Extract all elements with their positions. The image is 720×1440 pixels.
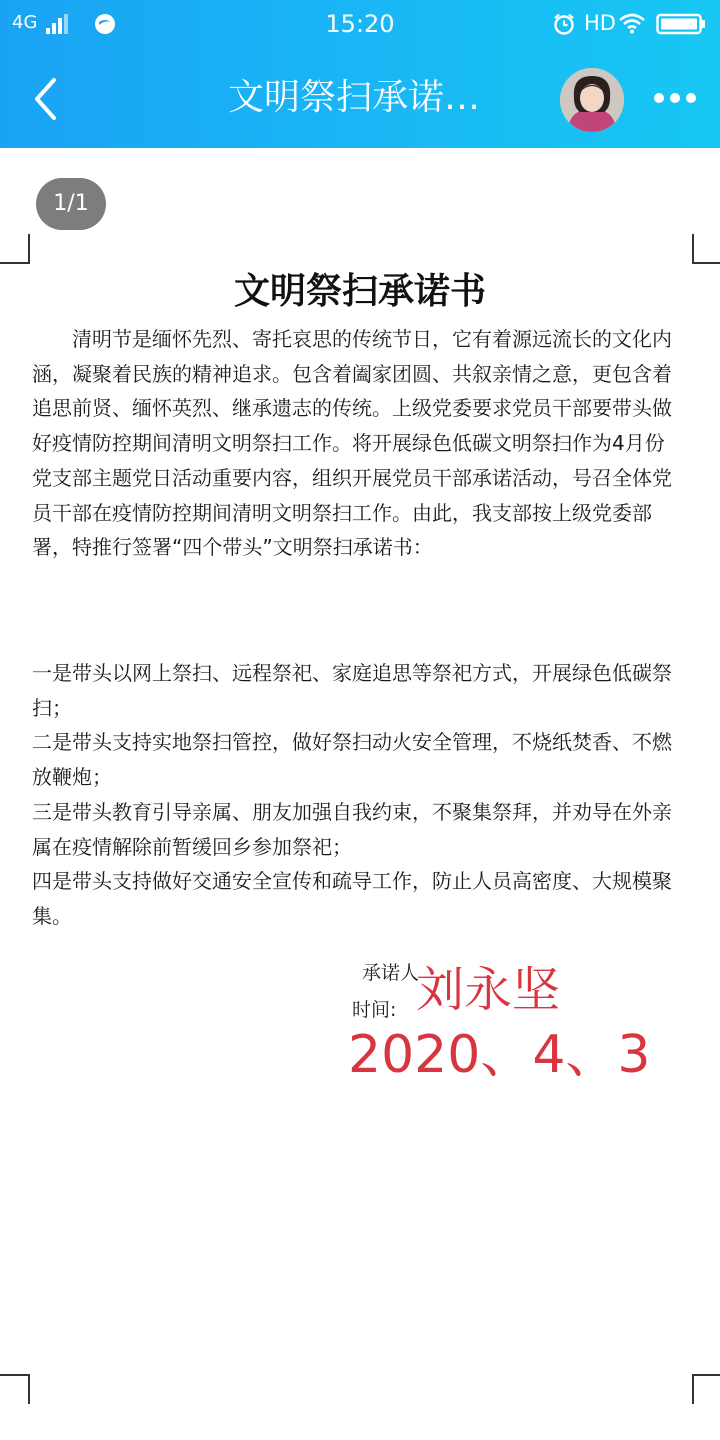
page-indicator: 1/1 (36, 178, 106, 230)
avatar[interactable] (560, 68, 624, 132)
crop-mark (692, 1374, 720, 1404)
wifi-icon (618, 12, 646, 34)
page-title: 文明祭扫承诺… (228, 77, 481, 118)
commitment-item: 二是带头支持实地祭扫管控，做好祭扫动火安全管理，不烧纸焚香、不燃放鞭炮； (32, 730, 672, 790)
document-intro: 清明节是缅怀先烈、寄托哀思的传统节日，它有着源远流长的文化内涵，凝聚着民族的精神追求。包含着阖家团圆、共叙亲情之意，更包含着追思前贤、缅怀英烈、继承遗志的传统。上级党委要求党员干部要带头做好疫情防控期间清明文明祭扫工作。将开展绿色低碳文明祭扫作为4月份党支部主题党日活动重要内容，组织开展党员干部承诺活动，号召全体党员干部在疫情防控期间清明文明祭扫工作。由此，我支部按上级党委部署，特推行签署“四个带头”文明祭扫承诺书： (32, 327, 672, 560)
crop-mark (0, 1374, 30, 1404)
document-title: 文明祭扫承诺书 (233, 271, 486, 312)
nav-bar (0, 52, 720, 148)
crop-mark (692, 234, 720, 264)
app-header (0, 0, 720, 148)
handwritten-signature: 刘永坚 (416, 962, 561, 1018)
crop-mark (0, 234, 30, 264)
alarm-icon (552, 12, 576, 36)
signer-label: 承诺人 (362, 962, 420, 984)
commitment-list (32, 656, 684, 934)
profile-photo-icon (560, 68, 624, 132)
back-button[interactable] (28, 74, 68, 124)
handwritten-date: 2020、4、3 (348, 1025, 651, 1085)
commitment-item: 三是带头教育引导亲属、朋友加强自我约束，不聚集祭拜，并劝导在外亲属在疫情解除前暂缓回乡参加祭祀； (32, 799, 672, 859)
hd-indicator: HD (584, 11, 616, 35)
commitment-item: 四是带头支持做好交通安全宣传和疏导工作，防止人员高密度、大规模聚集。 (32, 869, 672, 928)
status-bar (0, 0, 720, 50)
time-label: 时间: (352, 999, 397, 1021)
commitment-item: 一是带头以网上祭扫、远程祭祀、家庭追思等祭祀方式，开展绿色低碳祭扫； (32, 661, 672, 720)
network-type: 4G (12, 12, 38, 33)
battery-icon (656, 13, 706, 35)
clock: 15:20 (325, 10, 395, 38)
more-button[interactable] (650, 86, 700, 110)
